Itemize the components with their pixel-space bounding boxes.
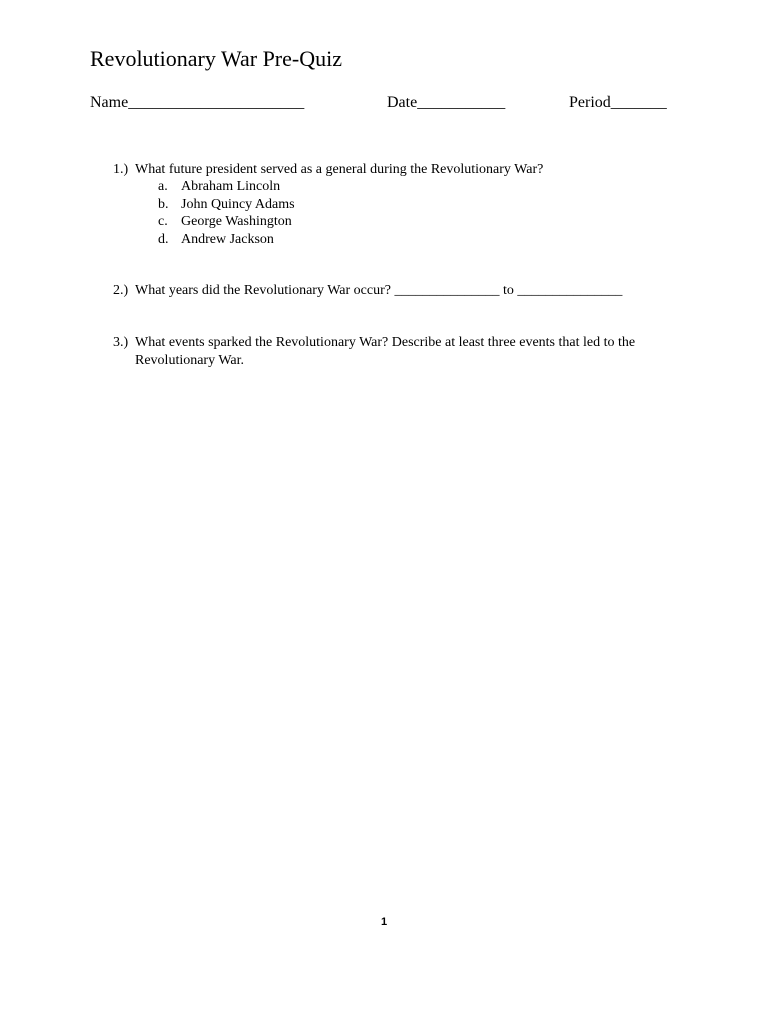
choice-letter: d. [158, 231, 169, 247]
answer-choice [158, 178, 295, 196]
question-number: 1.) [113, 162, 129, 177]
answer-choice [158, 213, 295, 231]
answer-choice [158, 196, 295, 214]
question-number: 2.) [113, 283, 129, 298]
answer-choice [158, 231, 295, 249]
choice-letter: a. [158, 179, 168, 194]
period-field: Period_______ [569, 94, 667, 111]
question-number: 3.) [113, 335, 129, 350]
date-field: Date___________ [387, 94, 506, 111]
choice-text: John Quincy Adams [181, 196, 295, 212]
choice-text: George Washington [181, 214, 292, 229]
question-text: What years did the Revolutionary War occur? _______________ to _______________ [135, 283, 623, 298]
answer-choices [158, 178, 295, 248]
name-field: Name______________________ [90, 94, 305, 111]
question-text: What events sparked the Revolutionary War? Describe at least three events that led to the Revolutionary War. [135, 335, 636, 368]
choice-letter: c. [158, 214, 168, 229]
page-number: 1 [380, 916, 388, 928]
choice-letter: b. [158, 196, 169, 212]
page-title: Revolutionary War Pre-Quiz [90, 46, 342, 71]
question-text: What future president served as a general during the Revolutionary War? [135, 162, 544, 177]
choice-text: Abraham Lincoln [181, 179, 281, 194]
choice-text: Andrew Jackson [181, 231, 274, 247]
